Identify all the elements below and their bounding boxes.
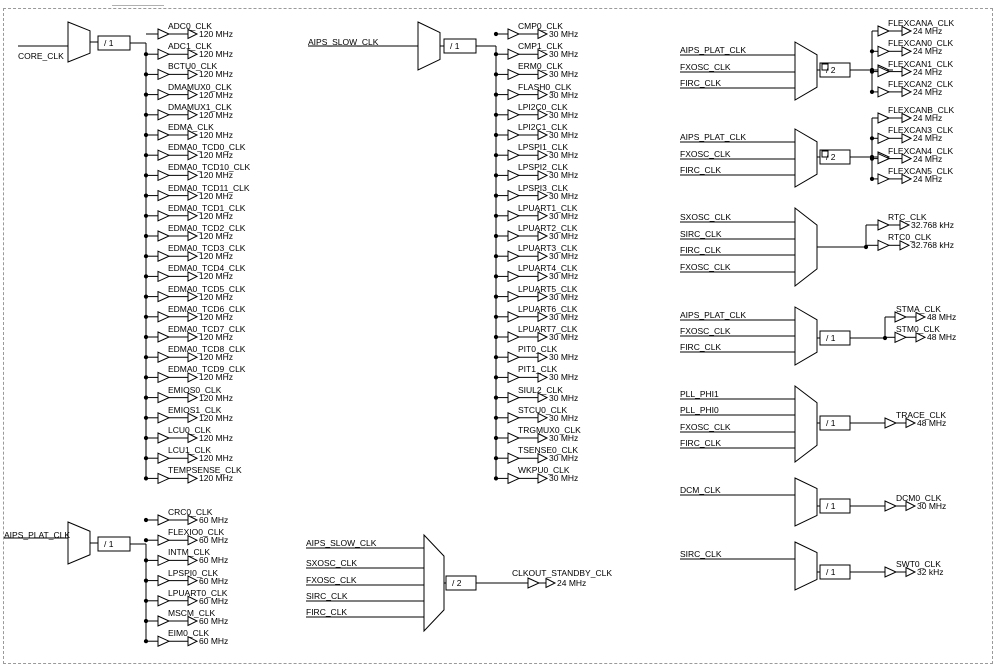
- junction-dot: [144, 538, 148, 542]
- mux: [795, 307, 817, 365]
- output-name: PIT1_CLK: [518, 364, 558, 375]
- output-freq: 120 MHz: [199, 69, 234, 80]
- output-name: SWT0_CLK: [896, 559, 941, 569]
- junction-dot: [494, 153, 498, 157]
- junction-dot: [494, 93, 498, 97]
- output-freq: 120 MHz: [199, 291, 234, 302]
- core-divider-label: / 1: [104, 38, 114, 48]
- mux: [795, 386, 817, 462]
- output-name: FLEXIO0_CLK: [168, 527, 225, 538]
- aips-slow-divider-box: [444, 39, 476, 53]
- output-freq: 24 MHz: [913, 46, 943, 57]
- junction-dot: [870, 155, 874, 159]
- junction-dot: [144, 335, 148, 339]
- mux-input-label: DCM_CLK: [680, 485, 721, 495]
- output-name: LPUART3_CLK: [518, 243, 578, 254]
- core-divider-box: [98, 36, 130, 50]
- junction-dot: [144, 558, 148, 562]
- output-name: ADC1_CLK: [168, 41, 212, 52]
- output-freq: 120 MHz: [199, 332, 234, 342]
- output-freq: 120 MHz: [199, 271, 234, 282]
- junction-dot: [144, 518, 148, 522]
- junction-dot: [494, 72, 498, 76]
- output-freq: 30 MHz: [549, 170, 579, 181]
- output-name: EIM0_CLK: [168, 628, 210, 639]
- junction-dot: [494, 335, 498, 339]
- output-name: FLEXCAN0_CLK: [888, 38, 954, 49]
- output-name: DCM0_CLK: [896, 493, 942, 503]
- output-freq: 30 MHz: [549, 473, 579, 484]
- buffer-gate: [885, 501, 896, 511]
- output-name: TSENSE0_CLK: [518, 445, 578, 456]
- output-freq: 120 MHz: [199, 210, 234, 221]
- output-name: EDMA0_TCD1_CLK: [168, 202, 246, 213]
- output-name: LPI2C1_CLK: [518, 122, 568, 132]
- output-freq: 30 MHz: [549, 372, 579, 383]
- output-freq: 120 MHz: [199, 190, 234, 201]
- output-freq: 30 MHz: [549, 210, 579, 221]
- mux-input-label: SIRC_CLK: [680, 229, 722, 239]
- output-freq: 120 MHz: [199, 473, 234, 484]
- output-freq: 30 MHz: [549, 89, 579, 100]
- mux-input-label: SIRC_CLK: [306, 591, 348, 601]
- output-freq: 120 MHz: [199, 453, 234, 464]
- junction-dot: [870, 136, 874, 140]
- output-freq: 30 MHz: [549, 433, 579, 443]
- output-name: FLEXCAN1_CLK: [888, 58, 954, 69]
- junction-dot: [864, 245, 868, 249]
- mux-input-label: AIPS_PLAT_CLK: [680, 132, 746, 142]
- clkout-standby-mux: [424, 535, 444, 631]
- junction-dot: [144, 274, 148, 278]
- output-freq: 32 kHz: [917, 567, 944, 577]
- output-name: LPSPI0_CLK: [168, 567, 219, 578]
- junction-dot: [144, 173, 148, 177]
- buffer-gate: [885, 418, 896, 428]
- junction-dot: [494, 355, 498, 359]
- junction-dot: [144, 93, 148, 97]
- output-name: EDMA0_TCD2_CLK: [168, 223, 246, 233]
- mux: [795, 542, 817, 590]
- output-freq: 60 MHz: [199, 616, 229, 626]
- output-freq: 60 MHz: [199, 636, 229, 647]
- mux-input-label: FIRC_CLK: [680, 245, 722, 255]
- output-freq: 30 MHz: [549, 190, 579, 201]
- output-name: TEMPSENSE_CLK: [168, 465, 242, 476]
- output-freq: 30 MHz: [549, 150, 579, 161]
- junction-dot: [494, 315, 498, 319]
- output-freq: 30 MHz: [549, 311, 579, 322]
- junction-dot: [494, 234, 498, 238]
- mux-input-label: FIRC_CLK: [680, 438, 722, 448]
- output-freq: 120 MHz: [199, 89, 234, 100]
- output-freq: 60 MHz: [199, 575, 229, 586]
- mux-input-label: AIPS_PLAT_CLK: [680, 310, 746, 320]
- mux-input-label: SXOSC_CLK: [306, 558, 358, 568]
- junction-dot: [494, 52, 498, 56]
- output-freq: 30 MHz: [549, 412, 579, 423]
- junction-dot: [494, 436, 498, 440]
- junction-dot: [494, 194, 498, 198]
- junction-dot: [870, 49, 874, 53]
- output-freq: 30 MHz: [549, 109, 579, 120]
- mux-input-label: FXOSC_CLK: [680, 262, 731, 272]
- output-freq: 48 MHz: [927, 312, 957, 322]
- output-freq: 60 MHz: [199, 595, 229, 606]
- output-name: ERM0_CLK: [518, 61, 563, 72]
- junction-dot: [494, 214, 498, 218]
- junction-dot: [144, 456, 148, 460]
- mux-input-label: FIRC_CLK: [680, 342, 722, 352]
- aips-slow-divider-label: / 1: [450, 41, 460, 51]
- buffer-gate: [885, 567, 896, 577]
- clkout-divider-label: / 2: [452, 578, 462, 588]
- output-name: STM0_CLK: [896, 324, 940, 335]
- junction-dot: [144, 295, 148, 299]
- output-name: LPSPI2_CLK: [518, 162, 569, 173]
- junction-dot: [494, 173, 498, 177]
- junction-dot: [144, 153, 148, 157]
- core-mux: [68, 22, 90, 62]
- output-name: FLEXCAN5_CLK: [888, 165, 954, 176]
- output-freq: 120 MHz: [199, 251, 234, 262]
- junction-dot: [144, 579, 148, 583]
- output-freq: 120 MHz: [199, 311, 234, 322]
- junction-dot: [494, 375, 498, 379]
- output-name: LPUART2_CLK: [518, 223, 578, 233]
- source-label-core: CORE_CLK: [18, 51, 64, 61]
- junction-dot: [870, 90, 874, 94]
- output-name: LPUART5_CLK: [518, 283, 578, 294]
- output-name: TRGMUX0_CLK: [518, 425, 581, 435]
- output-freq: 60 MHz: [199, 535, 229, 546]
- junction-dot: [144, 113, 148, 117]
- output-freq: 120 MHz: [199, 150, 234, 161]
- output-name: BCTU0_CLK: [168, 61, 218, 72]
- output-freq: 120 MHz: [199, 109, 234, 120]
- junction-dot: [144, 72, 148, 76]
- output-freq: 24 MHz: [913, 86, 943, 97]
- output-name: EDMA0_TCD0_CLK: [168, 142, 246, 153]
- junction-dot: [494, 254, 498, 258]
- mux-input-label: FIRC_CLK: [680, 78, 722, 88]
- output-freq: 30 MHz: [549, 392, 579, 403]
- junction-dot: [144, 476, 148, 480]
- output-name: EDMA0_TCD9_CLK: [168, 364, 246, 375]
- junction-dot: [144, 639, 148, 643]
- output-freq: 120 MHz: [199, 412, 234, 423]
- junction-dot: [144, 254, 148, 258]
- output-freq: 32.768 kHz: [911, 240, 954, 251]
- junction-dot: [870, 68, 874, 72]
- output-name: EDMA0_TCD7_CLK: [168, 324, 246, 334]
- output-freq: 48 MHz: [917, 418, 947, 428]
- output-freq: 120 MHz: [199, 372, 234, 383]
- output-name: FLEXCAN4_CLK: [888, 145, 954, 156]
- mux-input-label: SIRC_CLK: [680, 549, 722, 559]
- mux: [795, 42, 817, 100]
- junction-dot: [494, 32, 498, 36]
- output-freq: 120 MHz: [199, 352, 234, 363]
- mux-input-label: FXOSC_CLK: [680, 149, 731, 159]
- output-name: CMP0_CLK: [518, 21, 563, 31]
- junction-dot: [144, 133, 148, 137]
- output-name: LPUART1_CLK: [518, 202, 578, 213]
- output-freq: 120 MHz: [199, 392, 234, 403]
- mux-input-label: AIPS_SLOW_CLK: [306, 538, 377, 548]
- junction-dot: [144, 416, 148, 420]
- buffer-gate: [528, 578, 539, 588]
- divider-label: / 2: [826, 152, 836, 162]
- junction-dot: [144, 52, 148, 56]
- mux-input-label: PLL_PHI1: [680, 389, 719, 399]
- output-freq: 30 MHz: [549, 69, 579, 80]
- output-name: LPUART4_CLK: [518, 263, 578, 274]
- output-freq: 30 MHz: [549, 453, 579, 464]
- mux-input-label: FIRC_CLK: [306, 607, 348, 617]
- mux-input-label: FXOSC_CLK: [306, 575, 357, 585]
- output-freq: 30 MHz: [549, 251, 579, 262]
- junction-dot: [144, 619, 148, 623]
- output-freq: 30 MHz: [549, 291, 579, 302]
- junction-dot: [883, 336, 887, 340]
- divider-label: / 1: [826, 501, 836, 511]
- junction-dot: [144, 315, 148, 319]
- output-name: EDMA0_TCD8_CLK: [168, 344, 246, 355]
- mux: [795, 478, 817, 526]
- output-name: ADC0_CLK: [168, 21, 212, 31]
- output-name: LPI2C0_CLK: [518, 101, 568, 112]
- output-freq: 48 MHz: [927, 332, 957, 343]
- output-freq: 30 MHz: [549, 130, 579, 140]
- output-name: WKPU0_CLK: [518, 465, 570, 476]
- divider-label: / 1: [826, 333, 836, 343]
- output-name: EDMA0_TCD11_CLK: [168, 182, 250, 193]
- output-name: CMP1_CLK: [518, 41, 563, 52]
- output-name: CRC0_CLK: [168, 507, 213, 517]
- output-name: LCU0_CLK: [168, 425, 211, 435]
- output-name: LPUART7_CLK: [518, 324, 578, 334]
- output-name: DMAMUX1_CLK: [168, 101, 232, 112]
- junction-dot: [144, 436, 148, 440]
- output-name: PIT0_CLK: [518, 344, 558, 355]
- output-freq: 30 MHz: [549, 352, 579, 363]
- output-name: CLKOUT_STANDBY_CLK: [512, 568, 612, 578]
- output-name: STMA_CLK: [896, 304, 941, 314]
- output-name: STCU0_CLK: [518, 404, 568, 415]
- mux-input-label: FXOSC_CLK: [680, 326, 731, 336]
- aips-plat-mux: [68, 522, 90, 564]
- output-name: RTC0_CLK: [888, 232, 932, 243]
- divider-label: / 1: [826, 418, 836, 428]
- junction-dot: [144, 355, 148, 359]
- output-freq: 120 MHz: [199, 29, 234, 39]
- divider-label: / 1: [826, 567, 836, 577]
- output-name: LPUART6_CLK: [518, 303, 578, 314]
- output-name: EDMA0_TCD5_CLK: [168, 283, 246, 294]
- junction-dot: [494, 476, 498, 480]
- junction-dot: [494, 416, 498, 420]
- mux: [795, 129, 817, 187]
- aips-slow-mux: [418, 22, 440, 70]
- mux-input-label: FIRC_CLK: [680, 165, 722, 175]
- junction-dot: [494, 274, 498, 278]
- output-name: EDMA_CLK: [168, 122, 214, 132]
- output-freq: 30 MHz: [549, 29, 579, 39]
- output-name: EMIOS1_CLK: [168, 404, 222, 415]
- junction-dot: [144, 375, 148, 379]
- output-freq: 24 MHz: [913, 26, 943, 36]
- output-name: DMAMUX0_CLK: [168, 81, 232, 92]
- output-name: FLEXCANA_CLK: [888, 18, 955, 28]
- output-freq: 24 MHz: [913, 173, 943, 184]
- output-freq: 60 MHz: [199, 555, 229, 566]
- output-name: TRACE_CLK: [896, 410, 947, 420]
- output-freq: 30 MHz: [549, 231, 579, 241]
- output-name: SIUL2_CLK: [518, 384, 563, 395]
- output-name: EDMA0_TCD3_CLK: [168, 243, 246, 254]
- output-name: LPSPI1_CLK: [518, 142, 569, 153]
- junction-dot: [494, 295, 498, 299]
- output-freq: 30 MHz: [549, 49, 579, 60]
- output-freq: 120 MHz: [199, 231, 234, 241]
- output-freq: 24 MHz: [913, 66, 943, 77]
- output-name: LPUART0_CLK: [168, 587, 228, 598]
- output-freq: 30 MHz: [549, 271, 579, 282]
- divider-label: / 2: [826, 65, 836, 75]
- output-name: FLEXCANB_CLK: [888, 105, 955, 115]
- output-name: LPSPI3_CLK: [518, 182, 569, 193]
- output-freq: 60 MHz: [199, 515, 229, 525]
- aips-plat-divider-box: [98, 537, 130, 551]
- junction-dot: [144, 214, 148, 218]
- junction-dot: [494, 133, 498, 137]
- output-name: EDMA0_TCD4_CLK: [168, 263, 246, 274]
- output-name: MSCM_CLK: [168, 608, 216, 618]
- output-freq: 24 MHz: [557, 578, 587, 588]
- junction-dot: [494, 456, 498, 460]
- mux-input-label: FXOSC_CLK: [680, 62, 731, 72]
- junction-dot: [870, 177, 874, 181]
- output-name: RTC_CLK: [888, 212, 927, 222]
- mux-input-label: PLL_PHI0: [680, 405, 719, 415]
- output-freq: 24 MHz: [913, 133, 943, 144]
- source-label-aips-slow: AIPS_SLOW_CLK: [308, 37, 379, 47]
- output-arrow: [546, 579, 555, 588]
- source-label-aips-plat: AIPS_PLAT_CLK: [4, 530, 70, 540]
- output-freq: 120 MHz: [199, 170, 234, 181]
- junction-dot: [494, 113, 498, 117]
- output-freq: 32.768 kHz: [911, 220, 954, 230]
- output-freq: 24 MHz: [913, 113, 943, 123]
- output-freq: 120 MHz: [199, 49, 234, 60]
- junction-dot: [144, 194, 148, 198]
- output-freq: 120 MHz: [199, 433, 234, 443]
- junction-dot: [144, 599, 148, 603]
- junction-dot: [144, 396, 148, 400]
- output-name: EDMA0_TCD10_CLK: [168, 162, 251, 173]
- output-freq: 30 MHz: [549, 332, 579, 342]
- mux-input-label: AIPS_PLAT_CLK: [680, 45, 746, 55]
- output-name: FLASH0_CLK: [518, 81, 572, 92]
- output-name: EDMA0_TCD6_CLK: [168, 303, 246, 314]
- junction-dot: [144, 234, 148, 238]
- output-name: FLEXCAN2_CLK: [888, 78, 954, 89]
- output-name: EMIOS0_CLK: [168, 384, 222, 395]
- mux-input-label: SXOSC_CLK: [680, 212, 732, 222]
- junction-dot: [494, 396, 498, 400]
- output-name: INTM_CLK: [168, 547, 211, 558]
- output-name: LCU1_CLK: [168, 445, 211, 456]
- output-freq: 120 MHz: [199, 130, 234, 140]
- mux-input-label: FXOSC_CLK: [680, 422, 731, 432]
- mux: [795, 208, 817, 286]
- output-freq: 24 MHz: [913, 153, 943, 164]
- aips-plat-divider-label: / 1: [104, 539, 114, 549]
- output-freq: 30 MHz: [917, 501, 947, 511]
- output-name: FLEXCAN3_CLK: [888, 125, 954, 136]
